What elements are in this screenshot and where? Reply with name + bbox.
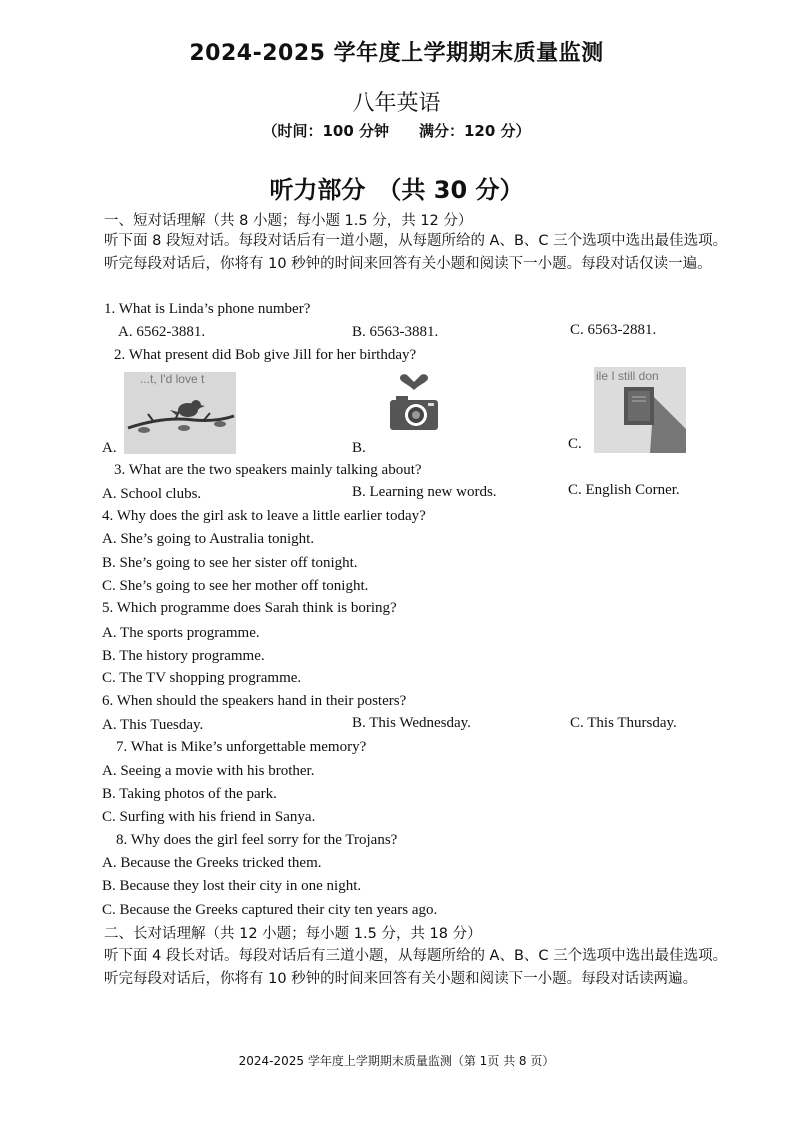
q7-stem: 7. What is Mike’s unforgettable memory? <box>116 739 367 755</box>
q3-stem: 3. What are the two speakers mainly talking about? <box>114 462 422 478</box>
q8-option-b: B. Because they lost their city in one night. <box>102 878 362 894</box>
exam-meta: （时间：100 分钟 满分：120 分） <box>262 122 531 140</box>
section2-heading: 二、长对话理解（共 12 小题；每小题 1.5 分，共 18 分） <box>104 926 482 942</box>
q8-stem: 8. Why does the girl feel sorry for the Trojans? <box>116 832 398 848</box>
q2-option-c: C. <box>568 436 582 452</box>
q1-option-a: A. 6562-3881. <box>118 324 206 340</box>
q2-bird-branch-picture <box>124 372 236 454</box>
q5-option-a: A. The sports programme. <box>102 625 260 641</box>
q6-stem: 6. When should the speakers hand in their posters? <box>102 693 407 709</box>
q2-camera-picture <box>386 372 442 436</box>
q7-option-b: B. Taking photos of the park. <box>102 786 277 802</box>
page-footer: 2024-2025 学年度上学期期末质量监测（第 1页 共 8 页） <box>238 1054 555 1068</box>
q2-stem: 2. What present did Bob give Jill for her birthday? <box>114 347 417 363</box>
q2-book-picture <box>594 367 686 453</box>
q8-option-c: C. Because the Greeks captured their city ten years ago. <box>102 902 438 918</box>
bird-icon <box>124 372 236 454</box>
q1-option-c: C. 6563-2881. <box>570 322 657 338</box>
section1-heading: 一、短对话理解（共 8 小题；每小题 1.5 分，共 12 分） <box>104 213 473 229</box>
book-icon <box>594 367 686 453</box>
q3-option-b: B. Learning new words. <box>352 484 497 500</box>
q4-stem: 4. Why does the girl ask to leave a little earlier today? <box>102 508 426 524</box>
q7-option-a: A. Seeing a movie with his brother. <box>102 763 315 779</box>
q8-option-a: A. Because the Greeks tricked them. <box>102 855 322 871</box>
q6-option-c: C. This Thursday. <box>570 715 677 731</box>
q4-option-b: B. She’s going to see her sister off tonight. <box>102 555 358 571</box>
q5-stem: 5. Which programme does Sarah think is boring? <box>102 600 397 616</box>
q2-option-a: A. <box>102 440 117 456</box>
q1-stem: 1. What is Linda’s phone number? <box>104 301 311 317</box>
section2-instructions: 听下面 4 段长对话。每段对话后有三道小题，从每题所给的 A、B、C 三个选项中选出最佳选项。听完每段对话后，你将有 10 秒钟的时间来回答有关小题和阅读下一小题。每段对话读两遍。 <box>104 948 728 987</box>
q3-option-a: A. School clubs. <box>102 486 202 502</box>
q3-option-c: C. English Corner. <box>568 482 680 498</box>
part-title: 听力部分 （共 30 分） <box>269 176 524 204</box>
q1-option-b: B. 6563-3881. <box>352 324 439 340</box>
q4-option-c: C. She’s going to see her mother off tonight. <box>102 578 369 594</box>
q6-option-a: A. This Tuesday. <box>102 717 204 733</box>
camera-icon <box>386 372 442 436</box>
q4-option-a: A. She’s going to Australia tonight. <box>102 531 315 547</box>
q2-picture-a-caption: ...t, I'd love t <box>140 372 205 386</box>
exam-title: 2024-2025 学年度上学期期末质量监测 <box>189 41 604 66</box>
q5-option-b: B. The history programme. <box>102 648 265 664</box>
q7-option-c: C. Surfing with his friend in Sanya. <box>102 809 316 825</box>
q5-option-c: C. The TV shopping programme. <box>102 670 302 686</box>
exam-subject: 八年英语 <box>352 91 441 116</box>
q6-option-b: B. This Wednesday. <box>352 715 471 731</box>
q2-picture-c-caption: ile I still don <box>596 369 659 383</box>
section1-instructions: 听下面 8 段短对话。每段对话后有一道小题，从每题所给的 A、B、C 三个选项中选出最佳选项。听完每段对话后，你将有 10 秒钟的时间来回答有关小题和阅读下一小题。每段对话仅读一遍。 <box>104 233 728 272</box>
q2-option-b: B. <box>352 440 366 456</box>
